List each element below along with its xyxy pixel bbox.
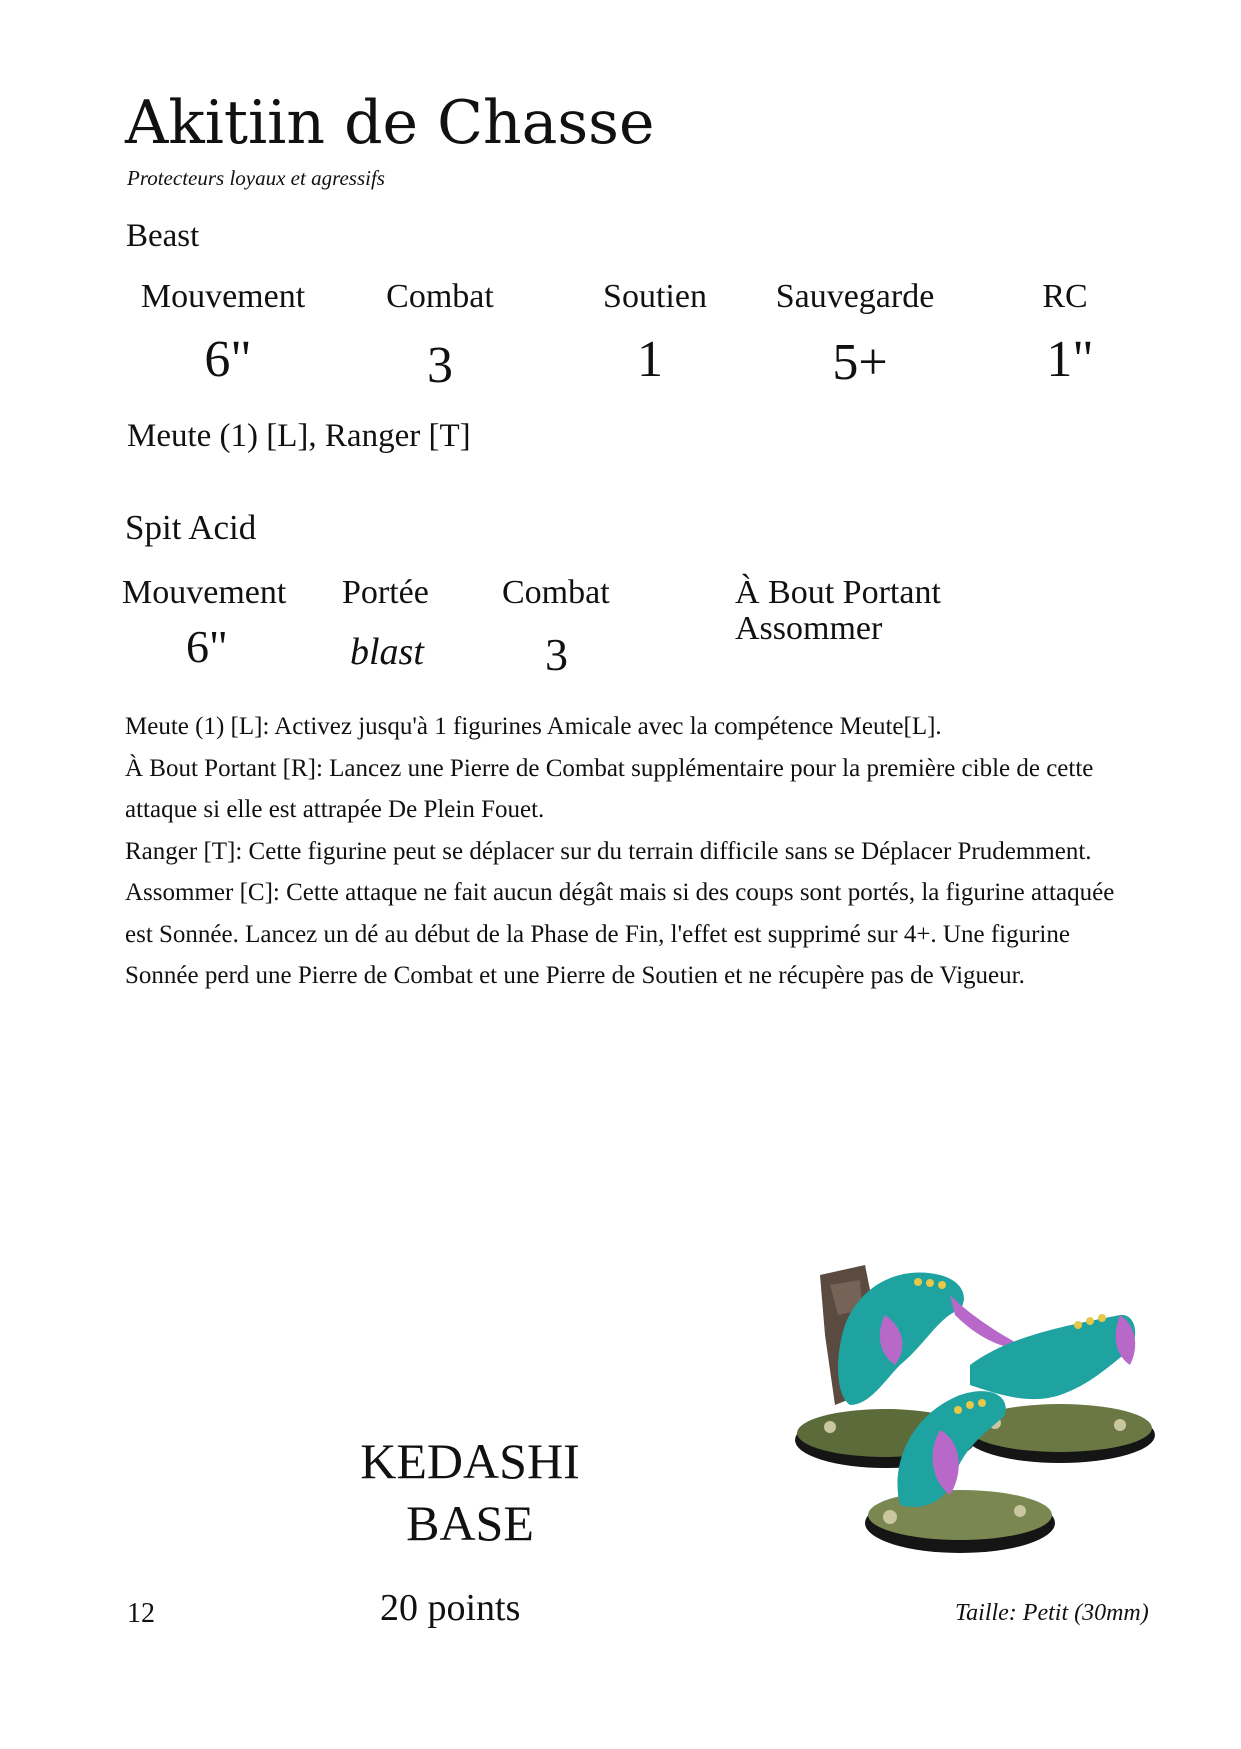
skills-line: Meute (1) [L], Ranger [T] — [127, 418, 471, 454]
weapon-name: Spit Acid — [125, 508, 257, 547]
weapon-trait-assommer: Assommer — [735, 610, 883, 647]
faction-category: BASE — [406, 1495, 534, 1551]
stat-value-rc: 1" — [1046, 331, 1094, 388]
weapon-trait-a-bout-portant: À Bout Portant — [735, 574, 941, 611]
stat-value-sauvegarde: 5+ — [832, 334, 888, 391]
rule-assommer: Assommer [C]: Cette attaque ne fait aucun dégât mais si des coups sont portés, la figurine attaquée est Sonnée. Lancez un dé au début de la Phase de Fin, l'effet est supprimé sur 4+. Une figurine Sonnée perd une Pierre de Combat et une Pierre de Soutien et ne récupère pas de Vigueur. — [125, 879, 1115, 989]
faction-name: KEDASHI — [360, 1433, 580, 1489]
faction-label — [320, 1430, 620, 1554]
weapon-header-combat: Combat — [502, 574, 610, 611]
stat-header-mouvement: Mouvement — [140, 278, 306, 315]
weapon-header-portee: Portée — [342, 574, 429, 611]
unit-title: Akitiin de Chasse — [125, 88, 655, 158]
stat-header-rc: RC — [1042, 278, 1088, 315]
rule-meute: Meute (1) [L]: Activez jusqu'à 1 figurines Amicale avec la compétence Meute[L]. — [125, 713, 942, 740]
miniature-painting-image — [790, 1255, 1180, 1575]
rules-text — [125, 706, 1125, 997]
weapon-value-combat: 3 — [545, 629, 568, 680]
weapon-value-portee: blast — [350, 631, 424, 673]
stat-value-mouvement: 6" — [204, 331, 252, 388]
rule-ranger: Ranger [T]: Cette figurine peut se déplacer sur du terrain difficile sans se Déplacer Prudemment. — [125, 837, 1092, 865]
points-cost: 20 points — [380, 1587, 521, 1629]
stat-value-combat: 3 — [427, 337, 453, 394]
stat-header-combat: Combat — [386, 278, 494, 315]
stat-header-sauvegarde: Sauvegarde — [775, 278, 935, 315]
base-size: Taille: Petit (30mm) — [955, 1600, 1149, 1626]
rule-a-bout-portant: À Bout Portant [R]: Lancez une Pierre de Combat supplémentaire pour la première cible de cette attaque si elle est attrapée De Plein Fouet. — [125, 754, 1094, 823]
unit-subtitle: Protecteurs loyaux et agressifs — [127, 166, 385, 190]
stat-header-soutien: Soutien — [603, 278, 707, 315]
weapon-header-mouvement: Mouvement — [122, 574, 287, 611]
stat-value-soutien: 1 — [637, 331, 663, 388]
page-number: 12 — [127, 1598, 155, 1629]
unit-type: Beast — [126, 218, 200, 254]
weapon-value-mouvement: 6" — [186, 621, 228, 672]
